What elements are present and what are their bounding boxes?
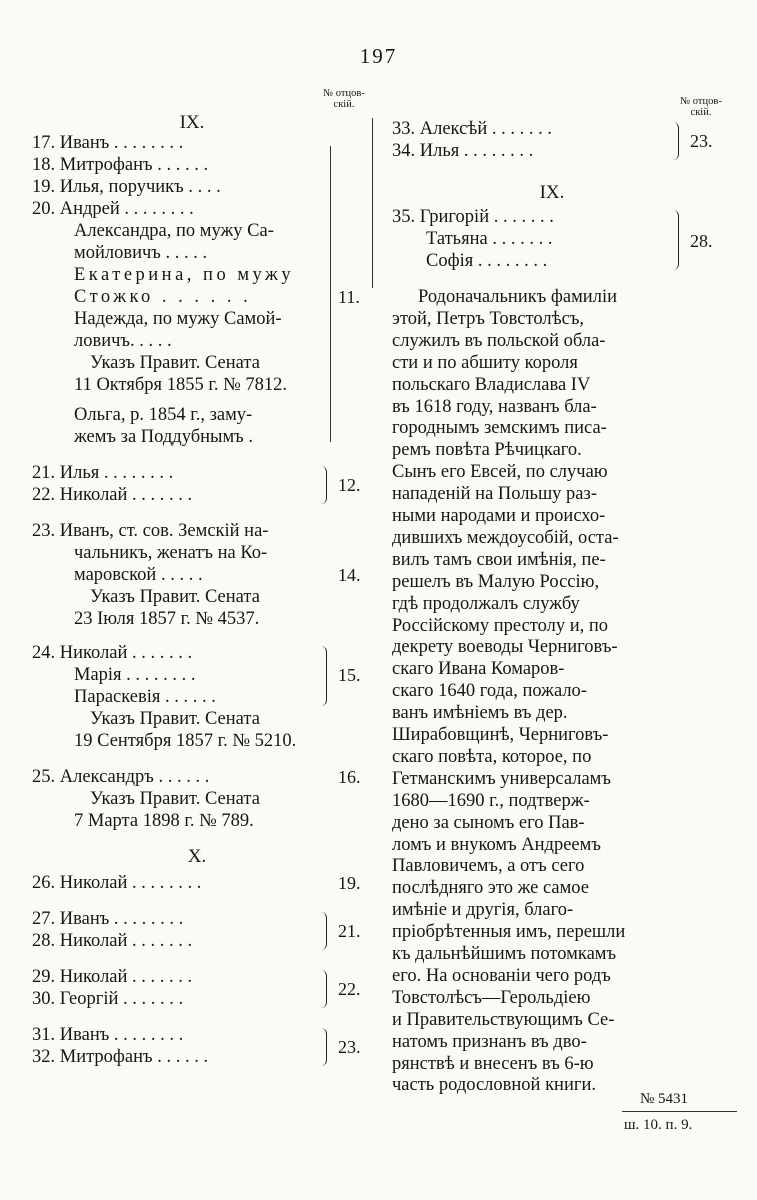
entry-text: Надежда, по мужу Самой- xyxy=(74,309,282,329)
paragraph-line: рянствѣ и внесенъ въ 6-ю xyxy=(392,1053,594,1074)
father-ref: 19. xyxy=(338,873,361,893)
entry-text: ловичъ. . . . . xyxy=(74,331,172,351)
section-heading-ix: IX. xyxy=(539,182,565,203)
brace xyxy=(320,646,327,706)
document-number: № 5431 xyxy=(640,1091,689,1107)
entry-19: 19. Илья, поручикъ . . . . xyxy=(32,177,221,197)
entry-text: Марія . . . . . . . . xyxy=(74,665,196,685)
paragraph-line: Ширабовщинѣ, Черниговъ- xyxy=(392,725,609,745)
paragraph-line: дено за сыномъ его Пав- xyxy=(392,812,585,833)
entry-28: 28. Николай . . . . . . . xyxy=(32,931,193,951)
decree-line: Указъ Правит. Сената xyxy=(90,709,260,729)
column-header: № отцов- скій. xyxy=(680,96,722,118)
father-ref: 23. xyxy=(690,131,713,151)
paragraph-line: имѣніе и другія, благо- xyxy=(392,900,574,921)
decree-line: Указъ Правит. Сената xyxy=(90,587,260,607)
paragraph-line: скаго Ивана Комаров- xyxy=(392,659,565,680)
section-heading-ix: IX. xyxy=(179,112,205,133)
entry-22: 22. Николай . . . . . . . xyxy=(32,485,193,505)
paragraph-line: въ 1618 году, названъ бла- xyxy=(392,396,597,417)
father-ref: 11. xyxy=(338,287,360,307)
entry-31: 31. Иванъ . . . . . . . . xyxy=(32,1025,184,1045)
decree-line: Указъ Правит. Сената xyxy=(90,353,260,373)
entry-text: Екатерина, по мужу xyxy=(74,265,295,285)
entry-text: Александра, по мужу Са- xyxy=(74,221,274,241)
father-ref: 12. xyxy=(338,475,361,495)
entry-27: 27. Иванъ . . . . . . . . xyxy=(32,909,184,929)
entry-29: 29. Николай . . . . . . . xyxy=(32,967,193,987)
paragraph-line: послѣдняго это же самое xyxy=(392,878,589,899)
entry-20: 20. Андрей . . . . . . . . xyxy=(32,199,194,219)
entry-34: 34. Илья . . . . . . . . xyxy=(392,141,534,161)
column-header: № отцов- скій. xyxy=(323,88,365,110)
entry-17: 17. Иванъ . . . . . . . . xyxy=(32,133,184,153)
divider xyxy=(622,1111,737,1112)
entry-18: 18. Митрофанъ . . . . . . xyxy=(32,155,209,175)
paragraph-line: ными народами и происхо- xyxy=(392,506,606,526)
entry-text: Ольга, р. 1854 г., заму- xyxy=(74,405,253,425)
column-divider xyxy=(372,118,373,288)
paragraph-line: нападеній на Польшу раз- xyxy=(392,484,597,505)
paragraph-line: натомъ признанъ въ дво- xyxy=(392,1031,587,1052)
paragraph-line: ремъ повѣта Рѣчицкаго. xyxy=(392,440,582,461)
paragraph-line: Родоначальникъ фамиліи xyxy=(418,287,617,307)
paragraph-line: Гетманскимъ универсаламъ xyxy=(392,768,611,789)
paragraph-line: Товстолѣсъ—Герольдіею xyxy=(392,987,591,1008)
paragraph-line: гдѣ продолжалъ службу xyxy=(392,593,580,614)
decree-line: 7 Марта 1898 г. № 789. xyxy=(74,811,254,831)
decree-line: Указъ Правит. Сената xyxy=(90,789,260,809)
paragraph-line: скаго повѣта, которое, по xyxy=(392,746,592,767)
page-number: 197 xyxy=(359,44,398,68)
father-ref: 14. xyxy=(338,565,361,585)
paragraph-line: Павловичемъ, а отъ сего xyxy=(392,856,585,877)
paragraph-line: ванъ имѣніемъ въ дер. xyxy=(392,703,568,724)
brace xyxy=(320,1028,327,1066)
paragraph-line: 1680—1690 г., подтверж- xyxy=(392,790,590,811)
entry-35: 35. Григорій . . . . . . . xyxy=(392,207,554,227)
entry-23: 23. Иванъ, ст. сов. Земскій на- xyxy=(32,521,269,541)
entry-text: жемъ за Поддубнымъ . xyxy=(74,427,253,447)
paragraph-line: служилъ въ польской обла- xyxy=(392,330,606,351)
entry-text: Параскевія . . . . . . xyxy=(74,687,216,707)
paragraph-line: часть родословной книги. xyxy=(392,1075,596,1096)
paragraph-line: декрету воеводы Черниговъ- xyxy=(392,637,618,658)
paragraph-line: пріобрѣтенныя имъ, перешли xyxy=(392,922,626,943)
brace xyxy=(672,210,679,270)
entry-text: Стожко . . . . . . xyxy=(74,287,252,307)
entry-26: 26. Николай . . . . . . . . xyxy=(32,873,202,893)
father-ref: 28. xyxy=(690,231,713,251)
paragraph-line: его. На основаніи чего родъ xyxy=(392,965,611,986)
brace xyxy=(320,466,327,504)
paragraph-line: вилъ тамъ свои имѣнія, пе- xyxy=(392,549,606,570)
entry-text: Татьяна . . . . . . . xyxy=(426,229,553,249)
paragraph-line: дившихъ междоусобій, оста- xyxy=(392,527,619,548)
section-heading-x: X. xyxy=(187,846,207,867)
paragraph-line: решелъ въ Малую Россію, xyxy=(392,571,600,592)
father-ref: 21. xyxy=(338,921,361,941)
entry-33: 33. Алексѣй . . . . . . . xyxy=(392,119,552,139)
brace xyxy=(320,912,327,950)
entry-text: чальникъ, женатъ на Ко- xyxy=(74,543,268,563)
paragraph-line: Россійскому престолу и, по xyxy=(392,615,609,636)
entry-21: 21. Илья . . . . . . . . xyxy=(32,463,174,483)
decree-line: 23 Іюля 1857 г. № 4537. xyxy=(74,609,260,629)
paragraph-line: скаго 1640 года, пожало- xyxy=(392,681,587,702)
father-ref: 23. xyxy=(338,1037,361,1057)
paragraph-line: городнымъ земскимъ писа- xyxy=(392,418,607,439)
father-ref: 16. xyxy=(338,767,361,787)
entry-25: 25. Александръ . . . . . . xyxy=(32,767,210,787)
entry-text: маровской . . . . . xyxy=(74,565,203,585)
paragraph-line: Сынъ его Евсей, по случаю xyxy=(392,462,608,483)
bracket-rule xyxy=(330,146,331,442)
paragraph-line: польскаго Владислава IV xyxy=(392,374,591,395)
paragraph-line: сти и по абшиту короля xyxy=(392,352,578,373)
archive-reference: ш. 10. п. 9. xyxy=(624,1117,693,1133)
paragraph-line: ломъ и внукомъ Андреемъ xyxy=(392,834,601,855)
paragraph-line: этой, Петръ Товстолѣсъ, xyxy=(392,308,585,329)
father-ref: 22. xyxy=(338,979,361,999)
entry-text: Софія . . . . . . . . xyxy=(426,251,548,271)
paragraph-line: и Правительствующимъ Се- xyxy=(392,1009,615,1030)
entry-24: 24. Николай . . . . . . . xyxy=(32,643,193,663)
paragraph-line: къ дальнѣйшимъ потомкамъ xyxy=(392,944,617,964)
entry-text: мойловичъ . . . . . xyxy=(74,243,208,263)
decree-line: 11 Октября 1855 г. № 7812. xyxy=(74,375,287,395)
brace xyxy=(672,122,679,160)
brace xyxy=(320,970,327,1008)
entry-30: 30. Георгій . . . . . . . xyxy=(32,989,184,1009)
entry-32: 32. Митрофанъ . . . . . . xyxy=(32,1047,209,1067)
decree-line: 19 Сентября 1857 г. № 5210. xyxy=(74,731,297,751)
father-ref: 15. xyxy=(338,665,361,685)
